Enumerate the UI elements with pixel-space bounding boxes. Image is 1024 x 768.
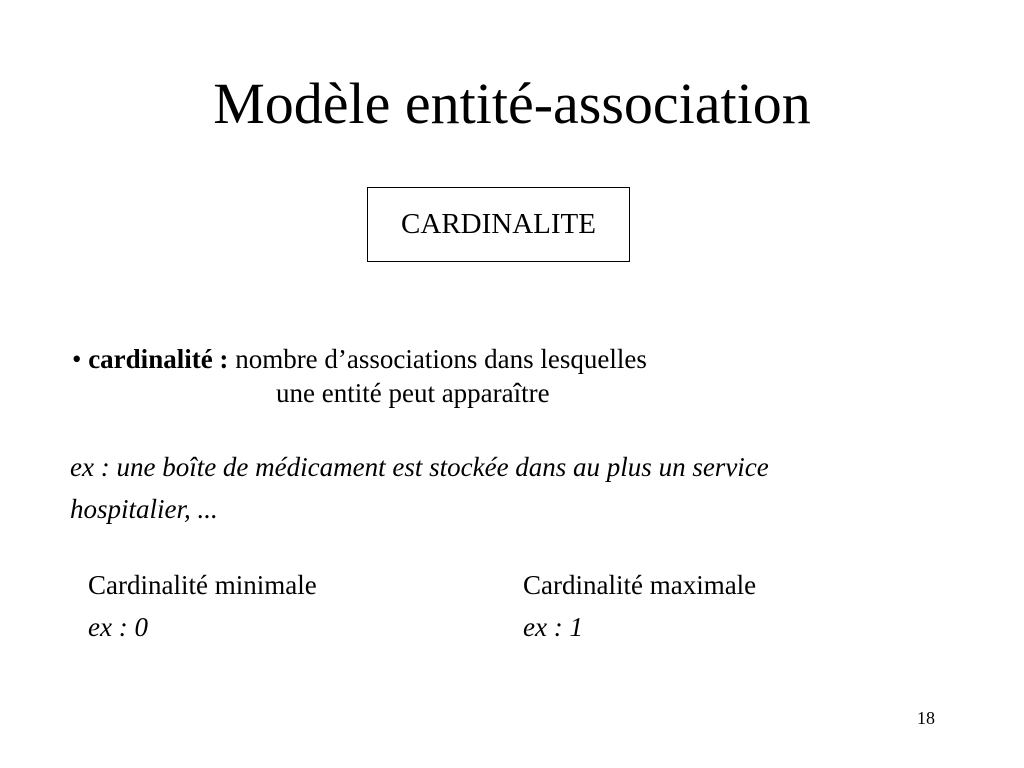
cardinality-max-column — [523, 564, 756, 648]
definition-bullet — [72, 342, 647, 410]
slide-title: Modèle entité-association — [213, 71, 811, 136]
cardinality-min-label: Cardinalité minimale — [88, 570, 317, 600]
cardinality-max-label: Cardinalité maximale — [523, 570, 757, 600]
cardinality-max-example: ex : 1 — [523, 612, 583, 642]
page-number: 18 — [917, 708, 935, 728]
cardinality-min-example: ex : 0 — [88, 612, 148, 642]
definition-term: cardinalité : — [88, 344, 229, 374]
definition-text-line2: une entité peut apparaître — [276, 378, 550, 408]
example-text: ex : une boîte de médicament est stockée dans au plus un service hospitalier, ... — [70, 452, 769, 524]
definition-text-line1: nombre d’associations dans lesquelles — [235, 344, 647, 374]
cardinality-min-column — [88, 564, 317, 648]
bullet-marker: • — [72, 344, 82, 374]
topic-box — [367, 187, 630, 262]
topic-label: CARDINALITE — [401, 208, 596, 240]
